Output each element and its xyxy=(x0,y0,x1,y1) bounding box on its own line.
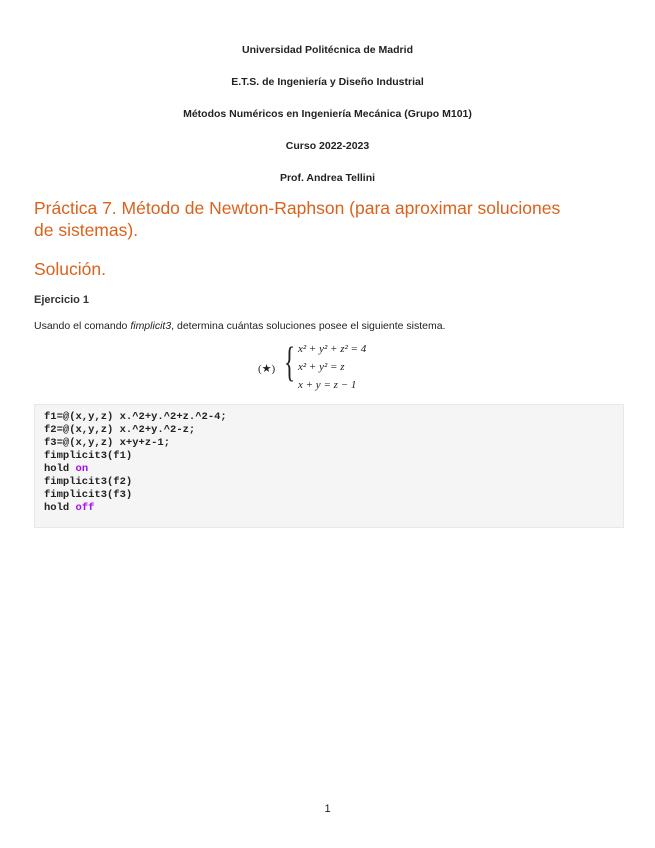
header-course-name: Métodos Numéricos en Ingeniería Mecánica (Grupo M101) xyxy=(183,108,472,120)
exercise-command: fimplicit3 xyxy=(130,320,172,332)
code-block xyxy=(34,404,624,528)
page-number: 1 xyxy=(324,803,331,815)
code-line-5 xyxy=(44,463,88,475)
system-equation-1: x² + y² + z² = 4 xyxy=(298,343,367,355)
page-title-line2: de sistemas). xyxy=(34,220,139,240)
code-keyword-off: off xyxy=(75,502,95,514)
header-university: Universidad Politécnica de Madrid xyxy=(242,44,413,56)
code-line-5-text: hold xyxy=(44,463,76,475)
equation-system xyxy=(258,340,418,395)
code-line-8 xyxy=(44,502,94,514)
page-title xyxy=(34,197,614,241)
code-line-8-text: hold xyxy=(44,502,76,514)
system-equation-3: x + y = z − 1 xyxy=(298,379,357,391)
header-year: Curso 2022-2023 xyxy=(285,140,370,152)
code-line-7: fimplicit3(f3) xyxy=(44,489,133,501)
header-school: E.T.S. de Ingeniería y Diseño Industrial xyxy=(231,76,424,88)
header-professor: Prof. Andrea Tellini xyxy=(279,172,376,184)
code-keyword-on: on xyxy=(75,463,89,475)
system-label: (★) xyxy=(258,363,276,375)
code-line-6: fimplicit3(f2) xyxy=(44,476,133,488)
code-line-3: f3=@(x,y,z) x+y+z-1; xyxy=(44,437,171,449)
exercise-text-after: , determina cuántas soluciones posee el siguiente sistema. xyxy=(171,320,446,332)
page-title-line1: Práctica 7. Método de Newton-Raphson (para aproximar soluciones xyxy=(34,198,561,218)
code-line-4: fimplicit3(f1) xyxy=(44,450,133,462)
code-line-1: f1=@(x,y,z) x.^2+y.^2+z.^2-4; xyxy=(44,411,227,423)
code-line-2: f2=@(x,y,z) x.^2+y.^2-z; xyxy=(44,424,196,436)
exercise-text xyxy=(34,320,445,332)
system-equation-2: x² + y² = z xyxy=(298,361,345,373)
system-brace: { xyxy=(284,340,296,386)
exercise-text-before: Usando el comando xyxy=(34,320,131,332)
exercise-heading: Ejercicio 1 xyxy=(34,294,90,306)
solution-heading: Solución. xyxy=(34,259,106,279)
